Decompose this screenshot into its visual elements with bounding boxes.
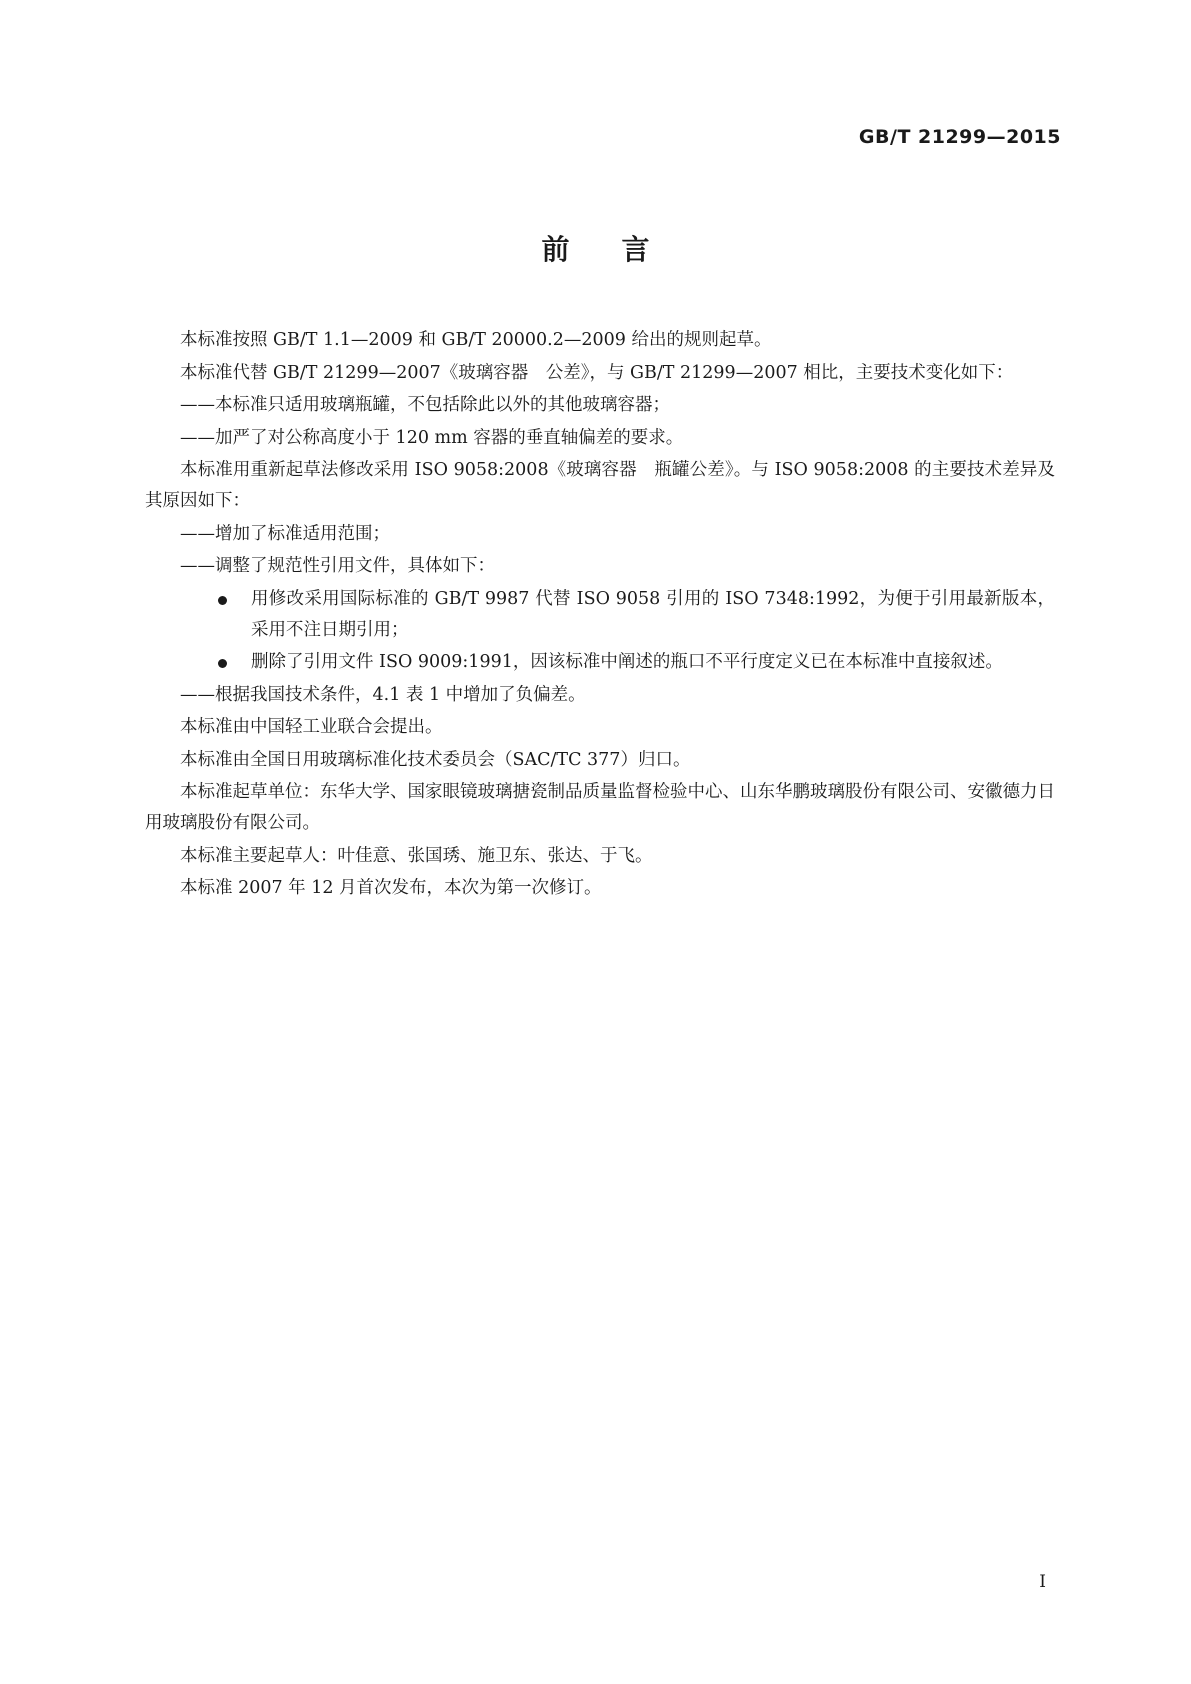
difference-item: ——根据我国技术条件，4.1 表 1 中增加了负偏差。	[180, 684, 586, 705]
paragraph-iso-adoption: 本标准用重新起草法修改采用 ISO 9058:2008《玻璃容器 瓶罐公差》。与 ISO 9058:2008 的主要技术差异及其原因如下：	[145, 460, 1055, 511]
paragraph-drafting-units: 本标准起草单位：东华大学、国家眼镜玻璃搪瓷制品质量监督检验中心、山东华鹏玻璃股份有限公司、安徽德力日用玻璃股份有限公司。	[145, 782, 1055, 833]
paragraph-drafters: 本标准主要起草人：叶佳意、张国琇、施卫东、张达、于飞。	[180, 845, 653, 866]
paragraph-proposer: 本标准由中国轻工业联合会提出。	[180, 717, 443, 737]
difference-item: ——增加了标准适用范围；	[180, 523, 390, 544]
bullet-dot-icon	[218, 659, 227, 668]
standard-code: GB/T 21299—2015	[858, 126, 1061, 148]
paragraph-drafting-rules: 本标准按照 GB/T 1.1—2009 和 GB/T 20000.2—2009 给出的规则起草。	[180, 330, 772, 350]
page-title: 前言	[541, 233, 702, 266]
difference-item: ——调整了规范性引用文件，具体如下：	[180, 556, 495, 576]
bullet-text: 用修改采用国际标准的 GB/T 9987 代替 ISO 9058 引用的 ISO 7348:1992，为便于引用最新版本，采用不注日期引用；	[251, 588, 1055, 640]
page-number: I	[1039, 1572, 1046, 1592]
paragraph-history: 本标准 2007 年 12 月首次发布，本次为第一次修订。	[180, 878, 602, 898]
bullet-dot-icon	[218, 596, 227, 605]
paragraph-committee: 本标准由全国日用玻璃标准化技术委员会（SAC/TC 377）归口。	[180, 749, 691, 770]
change-item: ——加严了对公称高度小于 120 mm 容器的垂直轴偏差的要求。	[180, 427, 684, 448]
paragraph-replaces: 本标准代替 GB/T 21299—2007《玻璃容器 公差》，与 GB/T 21299—2007 相比，主要技术变化如下：	[180, 362, 1014, 383]
bullet-item	[145, 584, 1055, 646]
foreword-body	[145, 325, 1055, 906]
bullet-text: 删除了引用文件 ISO 9009:1991，因该标准中阐述的瓶口不平行度定义已在本标准中直接叙述。	[251, 652, 1003, 672]
bullet-item	[145, 647, 1055, 678]
change-item: ——本标准只适用玻璃瓶罐，不包括除此以外的其他玻璃容器；	[180, 395, 670, 415]
